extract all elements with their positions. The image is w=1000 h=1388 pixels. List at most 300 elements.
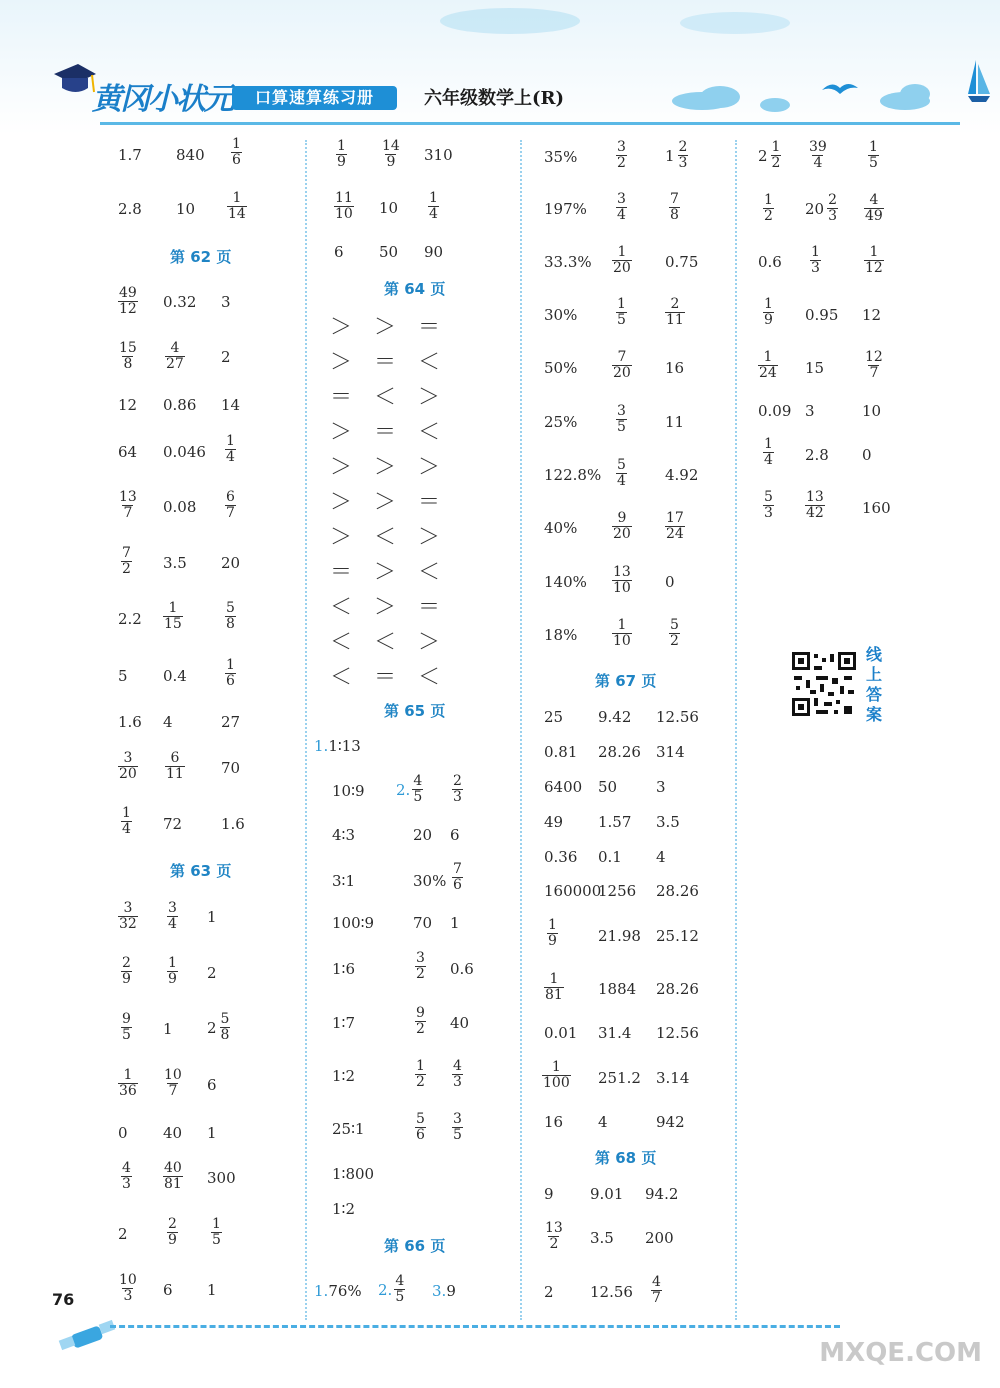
answer-value: 3.5 (656, 813, 680, 831)
denominator: 2 (416, 1021, 425, 1037)
numerator: 4 (453, 1058, 462, 1074)
denominator: 7 (123, 505, 133, 521)
fraction (763, 490, 774, 521)
numerator: 3 (123, 750, 133, 766)
answer-value: 0.81 (544, 743, 578, 761)
section-heading-63: 第 63 页 (170, 862, 232, 880)
answer-value: 18% (544, 626, 578, 644)
answer-value: 2 (118, 1225, 128, 1243)
numerator: 11 (335, 190, 353, 206)
answer-value: 3.5 (590, 1229, 614, 1247)
header-rule (100, 122, 960, 125)
brand-logo: 黄冈小状元 (92, 82, 232, 117)
numerator: 5 (226, 600, 235, 616)
answer-value: 0.75 (665, 253, 699, 271)
answer-value: 50 (598, 778, 618, 796)
fraction (612, 511, 632, 542)
fraction (163, 601, 183, 632)
answer-value: 12 (862, 306, 882, 324)
denominator: 7 (226, 505, 235, 521)
fraction (805, 490, 825, 521)
numerator: 1 (617, 296, 626, 312)
numerator: 1 (764, 192, 773, 208)
answer-value: 6 (450, 826, 460, 844)
denominator: 8 (670, 207, 679, 223)
answer-value: 0 (862, 446, 872, 464)
denominator: 15 (164, 616, 182, 632)
denominator: 81 (545, 987, 563, 1003)
numerator: 1 (168, 955, 177, 971)
numerator: 1 (771, 139, 781, 155)
answer-value: 1.6 (221, 815, 245, 833)
column-divider-1 (305, 140, 307, 1320)
comparison-answers: ＞ ＞ ＞ (330, 455, 441, 480)
section-heading-68: 第 68 页 (595, 1149, 657, 1167)
denominator: 4 (122, 821, 131, 837)
answer-value: 2 (221, 348, 231, 366)
item-number: 1. (314, 1282, 329, 1300)
answer-value: 28.26 (656, 882, 699, 900)
denominator: 12 (119, 301, 137, 317)
denominator: 10 (613, 580, 631, 596)
answer-value: 31.4 (598, 1024, 632, 1042)
answer-value: 40 (450, 1014, 470, 1032)
denominator: 9 (168, 971, 177, 987)
answer-value: 0.1 (598, 848, 622, 866)
answer-value: 0.6 (450, 960, 474, 978)
denominator: 2 (416, 1074, 425, 1090)
fraction (225, 434, 236, 465)
answer-value: 3.14 (656, 1069, 690, 1087)
answer-value: 6 (163, 1281, 173, 1299)
item-number: 2. (378, 1280, 393, 1299)
numerator: 14 (382, 138, 400, 154)
fraction (336, 139, 347, 170)
denominator: 9 (548, 933, 557, 949)
denominator: 20 (613, 526, 631, 542)
numerator: 4 (170, 340, 180, 356)
denominator: 4 (764, 452, 773, 468)
answer-value: 0.86 (163, 396, 197, 414)
numerator: 1 (429, 190, 438, 206)
answer-value: 0.046 (163, 443, 206, 461)
fraction (452, 1059, 463, 1090)
fraction (231, 137, 242, 168)
whole-part: 2 (207, 1018, 217, 1037)
page-title: 六年级数学上(R) (424, 88, 564, 109)
numerator: 1 (549, 971, 559, 987)
numerator: 4 (413, 773, 423, 789)
fraction (616, 192, 627, 223)
comparison-answers: ＜ ＜ ＞ (330, 630, 441, 655)
numerator: 1 (548, 917, 557, 933)
watermark: MXQE.COM (819, 1338, 982, 1368)
denominator: 9 (386, 154, 396, 170)
numerator: 1 (232, 190, 242, 206)
answer-value: 140% (544, 573, 587, 591)
numerator: 3 (453, 1111, 462, 1127)
answer-value: 16 (665, 359, 685, 377)
answer-value: 12 (118, 396, 138, 414)
satellite-icon (58, 1312, 118, 1362)
answer-value: 0.08 (163, 498, 197, 516)
answer-value: 1 (207, 908, 217, 926)
fraction (211, 1217, 222, 1248)
denominator: 49 (865, 208, 883, 224)
answer-value: 4 (163, 713, 173, 731)
answer-value: 1.7 (118, 146, 142, 164)
qr-code-icon[interactable] (790, 650, 858, 718)
answer-value: 122.8% (544, 466, 602, 484)
section-heading-65: 第 65 页 (384, 702, 446, 720)
denominator: 2 (771, 155, 781, 171)
answer-value: 6 (334, 243, 344, 261)
numerator: 1 (811, 244, 820, 260)
answer-value: 160 (862, 499, 891, 517)
answer-value: 16 (544, 1113, 564, 1131)
answer-value: 314 (656, 743, 685, 761)
denominator: 3 (123, 1288, 133, 1304)
answer-value: 197% (544, 200, 587, 218)
fraction (544, 1221, 564, 1252)
mixed-number (805, 193, 838, 224)
answer-value: 1 (163, 1020, 173, 1038)
answer-value: 4 (598, 1113, 608, 1131)
answer-value: 5 (118, 667, 128, 685)
numerator: 1 (122, 805, 131, 821)
answer-value: 0.09 (758, 402, 792, 420)
answer-value: 310 (424, 146, 453, 164)
footer-dashed-line (110, 1325, 840, 1328)
numerator: 1 (551, 1059, 561, 1075)
fraction (452, 862, 463, 893)
denominator: 4 (429, 206, 438, 222)
fraction (616, 297, 627, 328)
answer-value: 12.56 (656, 1024, 699, 1042)
answer-value: 1∶2 (332, 1067, 355, 1085)
numerator: 1 (416, 1058, 425, 1074)
fraction (415, 1006, 426, 1037)
fraction (412, 774, 423, 805)
mixed-number (758, 140, 781, 171)
numerator: 4 (122, 1160, 131, 1176)
answer-value: 1256 (598, 882, 637, 900)
denominator: 5 (453, 1127, 462, 1143)
answer-value: 840 (176, 146, 205, 164)
fraction (542, 1060, 571, 1091)
answer-value: 1∶2 (332, 1200, 355, 1218)
answer-value: 64 (118, 443, 138, 461)
fraction (868, 140, 879, 171)
numbered-answer (378, 1274, 405, 1305)
fraction (669, 192, 680, 223)
denominator: 36 (119, 1083, 137, 1099)
mixed-number (665, 140, 688, 171)
answer-value: 6 (207, 1076, 217, 1094)
denominator: 20 (119, 766, 137, 782)
answer-value: 9.01 (590, 1185, 624, 1203)
denominator: 32 (119, 916, 137, 932)
fraction (864, 245, 884, 276)
denominator: 81 (164, 1176, 182, 1192)
denominator: 24 (666, 526, 684, 542)
numbered-answer (432, 1282, 456, 1300)
fraction (808, 140, 828, 171)
fraction (415, 1112, 426, 1143)
fraction (651, 1275, 662, 1306)
numerator: 1 (764, 296, 773, 312)
fraction (121, 806, 132, 837)
denominator: 2 (122, 561, 131, 577)
answer-value: 3 (805, 402, 815, 420)
numerator: 1 (869, 139, 878, 155)
answer-value: 76% (328, 1282, 362, 1300)
numerator: 3 (617, 403, 626, 419)
answer-value: 1.6 (118, 713, 142, 731)
fraction (220, 1012, 231, 1043)
answer-value: 30% (413, 872, 447, 890)
fraction (678, 140, 689, 171)
answer-value: 200 (645, 1229, 674, 1247)
denominator: 6 (232, 152, 241, 168)
denominator: 4 (617, 473, 626, 489)
denominator: 3 (764, 505, 773, 521)
denominator: 12 (865, 260, 883, 276)
fraction (415, 951, 426, 982)
fraction (118, 751, 138, 782)
item-number: 3. (432, 1282, 447, 1300)
fraction (167, 901, 178, 932)
book-series-badge: 口算速算练习册 (232, 86, 397, 110)
section-heading-64: 第 64 页 (384, 280, 446, 298)
numbered-answer (314, 737, 361, 755)
answer-value: 12.56 (590, 1283, 633, 1301)
fraction (665, 511, 685, 542)
answer-value: 14 (221, 396, 241, 414)
answer-value: 1 (207, 1124, 217, 1142)
answer-value: 70 (221, 759, 241, 777)
item-number: 2. (396, 780, 411, 799)
denominator: 7 (168, 1083, 178, 1099)
fraction (394, 1274, 405, 1305)
answer-value: 10 (176, 200, 196, 218)
answer-value: 0.95 (805, 306, 839, 324)
answer-value: 1884 (598, 980, 637, 998)
section-heading-62: 第 62 页 (170, 248, 232, 266)
answer-value: 0.36 (544, 848, 578, 866)
fraction (612, 565, 632, 596)
denominator: 42 (806, 505, 824, 521)
denominator: 7 (652, 1290, 661, 1306)
answer-value: 12.56 (656, 708, 699, 726)
numerator: 4 (395, 1273, 405, 1289)
denominator: 27 (166, 356, 184, 372)
answer-value: 28.26 (598, 743, 641, 761)
section-heading-67: 第 67 页 (595, 672, 657, 690)
fraction (763, 437, 774, 468)
numerator: 9 (122, 1011, 131, 1027)
numerator: 4 (869, 192, 879, 208)
fraction (665, 297, 685, 328)
answer-value: 3∶1 (332, 872, 355, 890)
answer-value: 3 (656, 778, 666, 796)
comparison-answers: ＞ ＝ ＜ (330, 350, 441, 375)
denominator: 9 (764, 312, 773, 328)
page-header (0, 0, 1000, 135)
whole-part: 20 (805, 199, 825, 218)
numerator: 1 (212, 1216, 221, 1232)
numerator: 1 (617, 244, 627, 260)
numerator: 5 (764, 489, 773, 505)
fraction (810, 245, 821, 276)
numerator: 3 (168, 900, 177, 916)
fraction (452, 1112, 463, 1143)
fraction (118, 1273, 138, 1304)
fraction (415, 1059, 426, 1090)
fraction (612, 245, 632, 276)
fraction (167, 1217, 178, 1248)
fraction (225, 601, 236, 632)
column-divider-2 (520, 140, 522, 1320)
numerator: 13 (806, 489, 824, 505)
denominator: 11 (166, 766, 184, 782)
numerator: 1 (232, 136, 241, 152)
fraction (118, 286, 138, 317)
denominator: 5 (395, 1289, 405, 1305)
denominator: 20 (613, 260, 631, 276)
answer-value: 11 (665, 413, 685, 431)
fraction (167, 956, 178, 987)
answer-value: 0.01 (544, 1024, 578, 1042)
numerator: 7 (122, 545, 131, 561)
answer-value: 10 (379, 199, 399, 217)
answer-value: 0 (118, 1124, 128, 1142)
answer-value: 15 (805, 359, 825, 377)
fraction (547, 918, 558, 949)
fraction (616, 140, 627, 171)
denominator: 9 (122, 971, 131, 987)
comparison-answers: ＜ ＝ ＜ (330, 665, 441, 690)
numerator: 1 (226, 657, 235, 673)
numerator: 2 (670, 296, 680, 312)
numerator: 1 (168, 600, 178, 616)
denominator: 4 (617, 207, 626, 223)
numerator: 6 (226, 489, 235, 505)
denominator: 6 (226, 673, 235, 689)
numerator: 1 (764, 436, 773, 452)
answer-value: 1∶800 (332, 1165, 375, 1183)
fraction (763, 297, 774, 328)
denominator: 100 (543, 1075, 570, 1091)
answer-value: 50% (544, 359, 578, 377)
numerator: 4 (652, 1274, 661, 1290)
denominator: 5 (617, 419, 626, 435)
numerator: 1 (226, 433, 235, 449)
fraction (864, 350, 884, 381)
comparison-answers: ＞ ＞ ＝ (330, 490, 441, 515)
denominator: 5 (413, 789, 423, 805)
answer-value: 70 (413, 914, 433, 932)
denominator: 3 (453, 1074, 462, 1090)
answer-value: 9 (446, 1282, 456, 1300)
numerator: 1 (337, 138, 346, 154)
numerator: 3 (123, 900, 133, 916)
denominator: 2 (764, 208, 773, 224)
numerator: 5 (617, 457, 626, 473)
fraction (616, 404, 627, 435)
fraction (334, 191, 354, 222)
answer-value: 90 (424, 243, 444, 261)
fraction (118, 341, 138, 372)
answer-value: 1.57 (598, 813, 632, 831)
answer-value: 4.92 (665, 466, 699, 484)
fraction (758, 350, 778, 381)
denominator: 2 (416, 966, 425, 982)
numbered-answer (314, 1282, 362, 1300)
fraction (121, 1012, 132, 1043)
sailboat-icon (966, 58, 992, 104)
fraction (121, 546, 132, 577)
denominator: 2 (617, 155, 626, 171)
answer-value: 40 (163, 1124, 183, 1142)
denominator: 14 (228, 206, 246, 222)
section-heading-66: 第 66 页 (384, 1237, 446, 1255)
fraction (381, 139, 401, 170)
answer-value: 50 (379, 243, 399, 261)
numerator: 12 (865, 349, 883, 365)
numerator: 10 (119, 1272, 137, 1288)
answer-value: 10 (862, 402, 882, 420)
answer-value: 0.4 (163, 667, 187, 685)
answer-value: 10∶9 (332, 782, 365, 800)
answer-value: 94.2 (645, 1185, 679, 1203)
answer-value: 3 (221, 293, 231, 311)
denominator: 5 (869, 155, 878, 171)
answer-value: 6400 (544, 778, 583, 796)
page-number: 76 (52, 1290, 75, 1309)
numerator: 5 (416, 1111, 425, 1127)
fraction (669, 618, 680, 649)
answer-value: 49 (544, 813, 564, 831)
numerator: 13 (545, 1220, 563, 1236)
answer-value: 2.2 (118, 610, 142, 628)
denominator: 10 (613, 633, 631, 649)
answer-value: 100∶9 (332, 914, 375, 932)
denominator: 4 (226, 449, 235, 465)
denominator: 3 (678, 155, 688, 171)
numerator: 7 (617, 349, 627, 365)
denominator: 8 (123, 356, 133, 372)
fraction (165, 341, 185, 372)
numerator: 7 (670, 191, 679, 207)
answer-value: 251.2 (598, 1069, 641, 1087)
fraction (827, 193, 838, 224)
answer-value: 25.12 (656, 927, 699, 945)
denominator: 6 (416, 1127, 425, 1143)
answer-value: 20 (221, 554, 241, 572)
denominator: 5 (122, 1027, 131, 1043)
fraction (163, 1161, 183, 1192)
fraction (118, 901, 138, 932)
fraction (163, 1068, 183, 1099)
fraction (121, 1161, 132, 1192)
online-answers-label[interactable]: 线上答案 (866, 645, 883, 724)
fraction (612, 618, 632, 649)
fraction (227, 191, 247, 222)
denominator: 4 (168, 916, 177, 932)
answer-value: 25∶1 (332, 1120, 365, 1138)
answer-value: 25% (544, 413, 578, 431)
